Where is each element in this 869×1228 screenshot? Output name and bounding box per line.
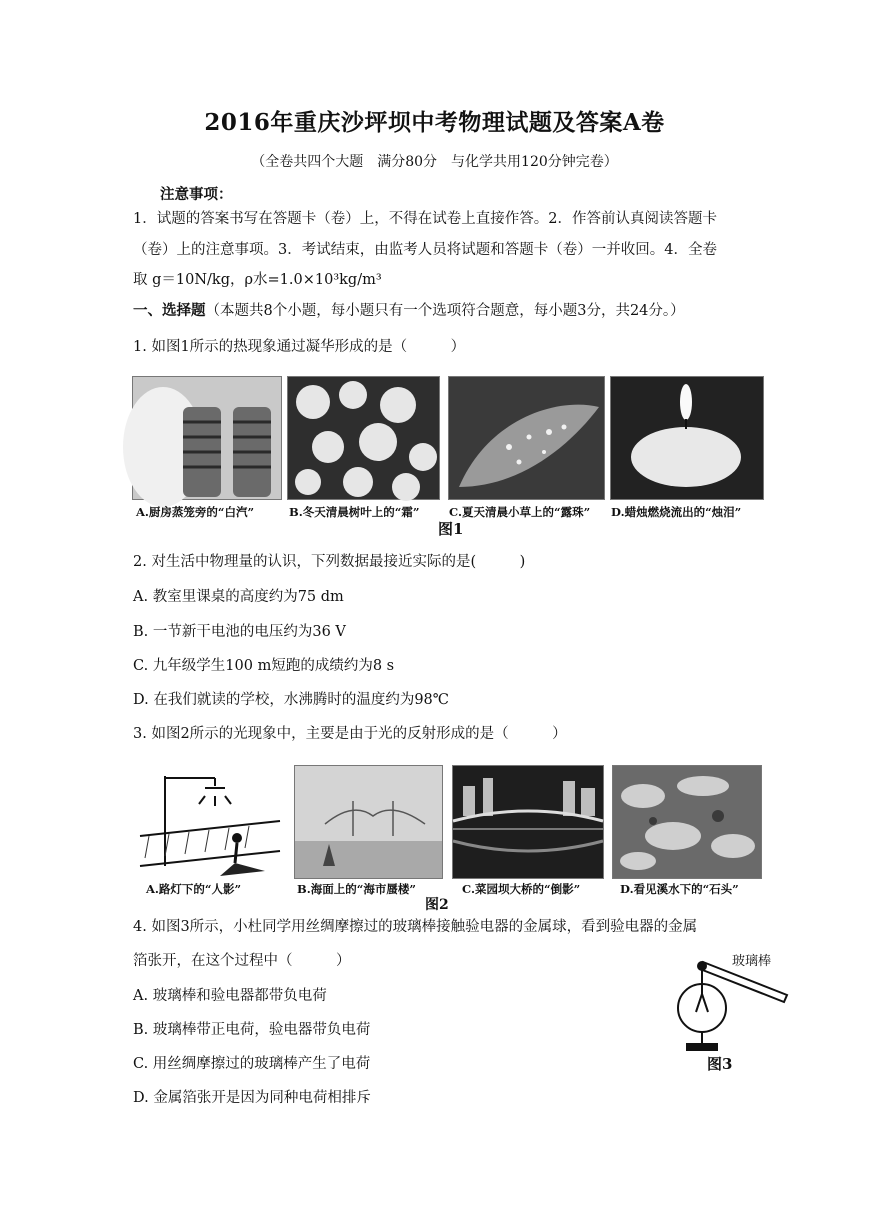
fig2-photo-c <box>452 765 604 879</box>
q4-stem-line-2: 箔张开，在这个过程中（ ） <box>133 953 351 969</box>
page-title: 2016年重庆沙坪坝中考物理试题及答案A卷 <box>204 109 665 136</box>
fig2-label: 图2 <box>425 897 449 913</box>
fig1-photo-b <box>287 376 440 500</box>
fig2-photo-d <box>612 765 762 879</box>
fig2-caption-c: C.菜园坝大桥的“倒影” <box>462 882 581 896</box>
notice-heading: 注意事项： <box>160 186 233 203</box>
fig2-drawing-a <box>134 765 286 879</box>
electroscope-diagram <box>665 952 795 1058</box>
notice-line-2: （卷）上的注意事项。3．考试结束，由监考人员将试题和答题卡（卷）一并收回。4．全卷 <box>133 242 717 258</box>
page-subtitle: （全卷共四个大题 满分80分 与化学共用120分钟完卷） <box>251 154 618 170</box>
fig2-caption-d: D.看见溪水下的“石头” <box>620 882 739 896</box>
q1-stem: 1. 如图1所示的热现象通过凝华形成的是（ ） <box>133 339 466 355</box>
fig3-label: 图3 <box>707 1055 733 1073</box>
fig1-caption-c: C.夏天清晨小草上的“露珠” <box>449 505 591 519</box>
fig2-photo-b <box>294 765 443 879</box>
q2-stem: 2. 对生活中物理量的认识，下列数据最接近实际的是( ) <box>133 554 526 570</box>
notice-line-1: 1．试题的答案书写在答题卡（卷）上，不得在试卷上直接作答。2．作答前认真阅读答题卡 <box>133 211 717 227</box>
q4-option-b: B. 玻璃棒带正电荷，验电器带负电荷 <box>133 1022 371 1038</box>
fig1-photo-d <box>610 376 764 500</box>
q4-option-d: D. 金属箔张开是因为同种电荷相排斥 <box>133 1090 371 1106</box>
fig1-caption-b: B.冬天清晨树叶上的“霜” <box>289 505 420 519</box>
q4-stem-line-1: 4. 如图3所示，小杜同学用丝绸摩擦过的玻璃棒接触验电器的金属球，看到验电器的金属 <box>133 919 698 935</box>
fig1-photo-c <box>448 376 605 500</box>
q2-option-d: D. 在我们就读的学校，水沸腾时的温度约为98℃ <box>133 692 449 708</box>
q4-option-a: A. 玻璃棒和验电器都带负电荷 <box>133 988 327 1004</box>
q2-option-a: A. 教室里课桌的高度约为75 dm <box>133 589 344 605</box>
q3-stem: 3. 如图2所示的光现象中，主要是由于光的反射形成的是（ ） <box>133 726 567 742</box>
fig1-caption-a: A.厨房蒸笼旁的“白汽” <box>136 505 255 519</box>
fig1-label: 图1 <box>438 520 464 538</box>
fig1-photo-a <box>132 376 282 500</box>
fig2-caption-b: B.海面上的“海市蜃楼” <box>297 882 416 896</box>
q2-option-b: B. 一节新干电池的电压约为36 V <box>133 624 346 640</box>
fig2-caption-a: A.路灯下的“人影” <box>146 882 242 896</box>
notice-line-3: 取 g＝10N/kg，ρ水=1.0×10³kg/m³ <box>133 272 382 288</box>
section-1-desc: （本题共8个小题，每小题只有一个选项符合题意，每小题3分，共24分。） <box>205 303 685 319</box>
fig3-rod-label: 玻璃棒 <box>732 954 772 969</box>
section-1-heading <box>133 301 685 321</box>
q4-option-c: C. 用丝绸摩擦过的玻璃棒产生了电荷 <box>133 1056 371 1072</box>
section-1-label: 一、选择题 <box>133 302 206 319</box>
q2-option-c: C. 九年级学生100 m短跑的成绩约为8 s <box>133 658 395 674</box>
fig1-caption-d: D.蜡烛燃烧流出的“烛泪” <box>611 505 742 519</box>
